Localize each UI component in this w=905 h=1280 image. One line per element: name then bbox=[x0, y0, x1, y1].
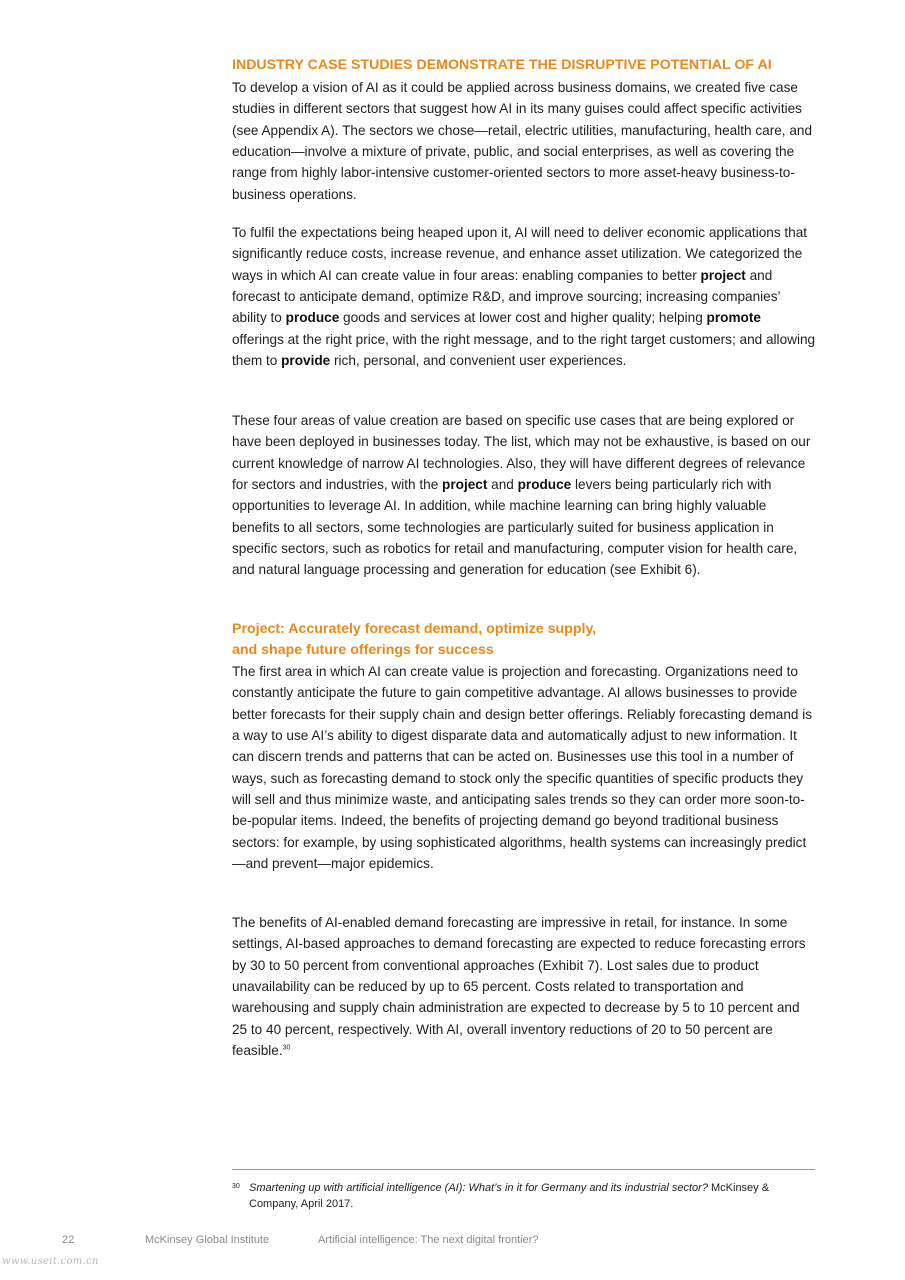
footnote-divider bbox=[232, 1169, 815, 1170]
footnote-reference[interactable]: 30 bbox=[282, 1044, 291, 1052]
footnote-number: 30 bbox=[232, 1183, 240, 1190]
keyword-promote: promote bbox=[706, 310, 761, 326]
watermark: www.useit.com.cn bbox=[2, 1256, 99, 1267]
footnote bbox=[232, 1180, 816, 1212]
keyword-provide: provide bbox=[281, 353, 331, 369]
keyword-project: project bbox=[442, 477, 488, 493]
subsection-heading: Project: Accurately forecast demand, optimize supply, and shape future offerings for success bbox=[232, 621, 597, 658]
paragraph-intro: To develop a vision of AI as it could be applied across business domains, we created five case studies in different sectors that suggest how AI in its many guises could affect specific activities (see Appendix A). The sectors we chose—retail, electric utilities, manufacturing, health care, and education—involve a mixture of private, public, and social enterprises, as well as covering the range from highly labor-intensive customer-oriented sectors to more asset-heavy business-to-business operations. bbox=[232, 80, 813, 202]
paragraph-project: The first area in which AI can create value is projection and forecasting. Organizations need to constantly anticipate the future to gain competitive advantage. AI allows businesses to provide better forecasts for their supply chain and design better offerings. Reliably forecasting demand is a way to use AI’s ability to digest disparate data and automatically adjust to new information. It can discern trends and patterns that can be acted on. Businesses use this tool in a number of ways, such as forecasting demand to stock only the specific quantities of specific products they will sell and thus minimize waste, and anticipating sales trends so they can order more soon-to-be-popular items. Indeed, the benefits of projecting demand go beyond traditional business sectors: for example, by using sophisticated algorithms, health systems can increasingly predict—and prevent—major epidemics. bbox=[232, 664, 813, 872]
section-heading: INDUSTRY CASE STUDIES DEMONSTRATE THE DISRUPTIVE POTENTIAL OF AI bbox=[232, 57, 772, 73]
keyword-produce: produce bbox=[517, 477, 572, 493]
footer-report-title: Artificial intelligence: The next digital frontier? bbox=[318, 1234, 539, 1246]
keyword-project: project bbox=[700, 267, 746, 283]
paragraph-value-areas: To fulfil the expectations being heaped upon it, AI will need to deliver economic applications that significantly reduce costs, increase revenue, and enhance asset utilization. We categorized the ways in which AI can create value in four areas: enabling companies to better project and forecast to anticipate demand, optimize R&D, and improve sourcing; increasing companies’ ability to produce goods and services at lower cost and higher quality; helping promote offerings at the right price, with the right message, and to the right target customers; and allowing them to provide rich, personal, and convenient user experiences. bbox=[232, 225, 816, 369]
footnote-source-title: Smartening up with artificial intelligence (AI): What’s in it for Germany and its industrial sector? bbox=[249, 1182, 708, 1194]
footnote-source-details: McKinsey & Company, April 2017. bbox=[249, 1182, 770, 1210]
keyword-produce: produce bbox=[285, 310, 340, 326]
paragraph-use-cases: These four areas of value creation are based on specific use cases that are being explored or have been deployed in businesses today. The list, which may not be exhaustive, is based on our current knowledge of narrow AI technologies. Also, they will have different degrees of relevance for sectors and industries, with the project and produce levers being particularly rich with opportunities to leverage AI. In addition, while machine learning can bring highly valuable benefits to all sectors, some technologies are particularly suited for business application in specific sectors, such as robotics for retail and manufacturing, computer vision for health care, and natural language processing and generation for education (see Exhibit 6). bbox=[232, 413, 811, 578]
page-number: 22 bbox=[62, 1234, 75, 1246]
paragraph-retail-benefits: The benefits of AI-enabled demand forecasting are impressive in retail, for instance. In some settings, AI-based approaches to demand forecasting are expected to reduce forecasting errors by 30 to 50 percent from conventional approaches (Exhibit 7). Lost sales due to product unavailability can be reduced by up to 65 percent. Costs related to transportation and warehousing and supply chain administration are expected to decrease by 5 to 10 percent and 25 to 40 percent, respectively. With AI, overall inventory reductions of 20 to 50 percent are feasible.$^{30}$ bbox=[232, 915, 806, 1059]
footer-publisher: McKinsey Global Institute bbox=[145, 1234, 270, 1246]
